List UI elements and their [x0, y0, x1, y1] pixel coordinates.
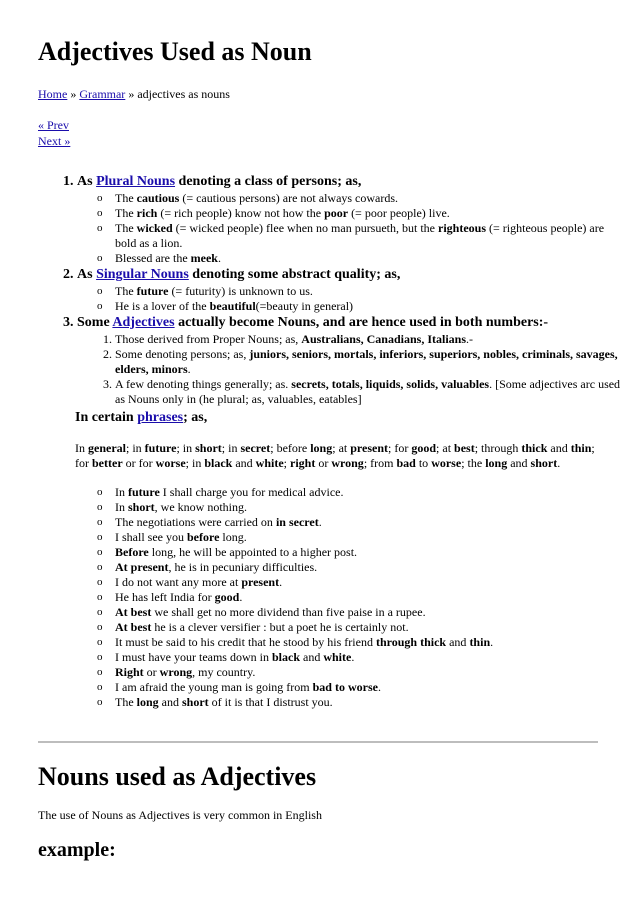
phrases-link[interactable]: phrases: [137, 410, 184, 425]
list-item: [77, 173, 627, 266]
intro-text: The use of Nouns as Adjectives is very common in English: [38, 808, 322, 822]
example-list: [77, 284, 627, 314]
phrases-heading: In certain phrases; as,: [75, 410, 208, 425]
section-divider: [38, 741, 598, 743]
list-item: o The rich (= rich people) know not how the poor (= poor people) live.: [97, 206, 627, 221]
section-heading: 1. As Plural Nouns denoting a class of persons; as,: [77, 174, 362, 189]
breadcrumb-separator: »: [125, 87, 138, 101]
breadcrumb-current: adjectives as nouns: [137, 87, 230, 101]
singular-nouns-link[interactable]: Singular Nouns: [96, 267, 189, 282]
list-item: [77, 314, 627, 710]
list-item: o The long and short of it is that I distrust you.: [97, 695, 627, 710]
list-item: o I do not want any more at present.: [97, 575, 627, 590]
list-item: o I shall see you before long.: [97, 530, 627, 545]
list-item: o He is a lover of the beautiful(=beauty in general): [97, 299, 627, 314]
list-item: 1. Those derived from Proper Nouns; as, Australians, Canadians, Italians.-: [115, 332, 627, 347]
breadcrumb-separator: »: [67, 87, 80, 101]
list-item: o I must have your teams down in black and white.: [97, 650, 627, 665]
pager: [38, 117, 70, 149]
list-item: o He has left India for good.: [97, 590, 627, 605]
list-item: o At best we shall get no more dividend than five paise in a rupee.: [97, 605, 627, 620]
list-item: o The future (= futurity) is unknown to us.: [97, 284, 627, 299]
list-item: [77, 266, 627, 314]
section-title: Nouns used as Adjectives: [38, 762, 317, 791]
main-list: [40, 173, 627, 710]
example-list: [77, 191, 627, 266]
list-item: o It must be said to his credit that he stood by his friend through thick and thin.: [97, 635, 627, 650]
page-title: Adjectives Used as Noun: [38, 37, 312, 66]
list-item: 2. Some denoting persons; as, juniors, seniors, mortals, inferiors, superiors, nobles, criminals, savages, elders, minors.: [115, 347, 627, 377]
adjectives-link[interactable]: Adjectives: [112, 315, 175, 330]
phrases-paragraph: In general; in future; in short; in secret; before long; at present; for good; at best; through thick and thin; for better or for worse; in black and white; right or wrong; from bad to worse; the long and short.: [75, 441, 595, 470]
example-heading: example:: [38, 839, 116, 861]
plural-nouns-link[interactable]: Plural Nouns: [96, 174, 176, 189]
list-item: o Right or wrong, my country.: [97, 665, 627, 680]
prev-link[interactable]: « Prev: [38, 118, 69, 132]
list-item: o Blessed are the meek.: [97, 251, 627, 266]
list-item: o The cautious (= cautious persons) are not always cowards.: [97, 191, 627, 206]
breadcrumb-grammar-link[interactable]: Grammar: [79, 87, 126, 101]
section-heading: 3. Some Adjectives actually become Nouns, and are hence used in both numbers:-: [77, 315, 549, 330]
breadcrumb: [38, 86, 230, 102]
list-item: o At present, he is in pecuniary difficulties.: [97, 560, 627, 575]
numbered-sublist: [77, 332, 627, 407]
list-item: o In future I shall charge you for medical advice.: [97, 485, 627, 500]
section-heading: 2. As Singular Nouns denoting some abstract quality; as,: [77, 267, 401, 282]
next-link[interactable]: Next »: [38, 134, 71, 148]
phrase-examples-list: [77, 485, 627, 710]
list-item: o The wicked (= wicked people) flee when no man pursueth, but the righteous (= righteous people) are bold as a lion.: [97, 221, 627, 251]
list-item: o I am afraid the young man is going from bad to worse.: [97, 680, 627, 695]
list-item: 3. A few denoting things generally; as. secrets, totals, liquids, solids, valuables. [Some adjectives arc used as Nouns only in (he plural; as, valuables, eatables]: [115, 377, 627, 407]
list-item: o In short, we know nothing.: [97, 500, 627, 515]
list-item: o At best he is a clever versifier : but a poet he is certainly not.: [97, 620, 627, 635]
breadcrumb-home-link[interactable]: Home: [38, 87, 68, 101]
list-item: o The negotiations were carried on in secret.: [97, 515, 627, 530]
list-item: o Before long, he will be appointed to a higher post.: [97, 545, 627, 560]
